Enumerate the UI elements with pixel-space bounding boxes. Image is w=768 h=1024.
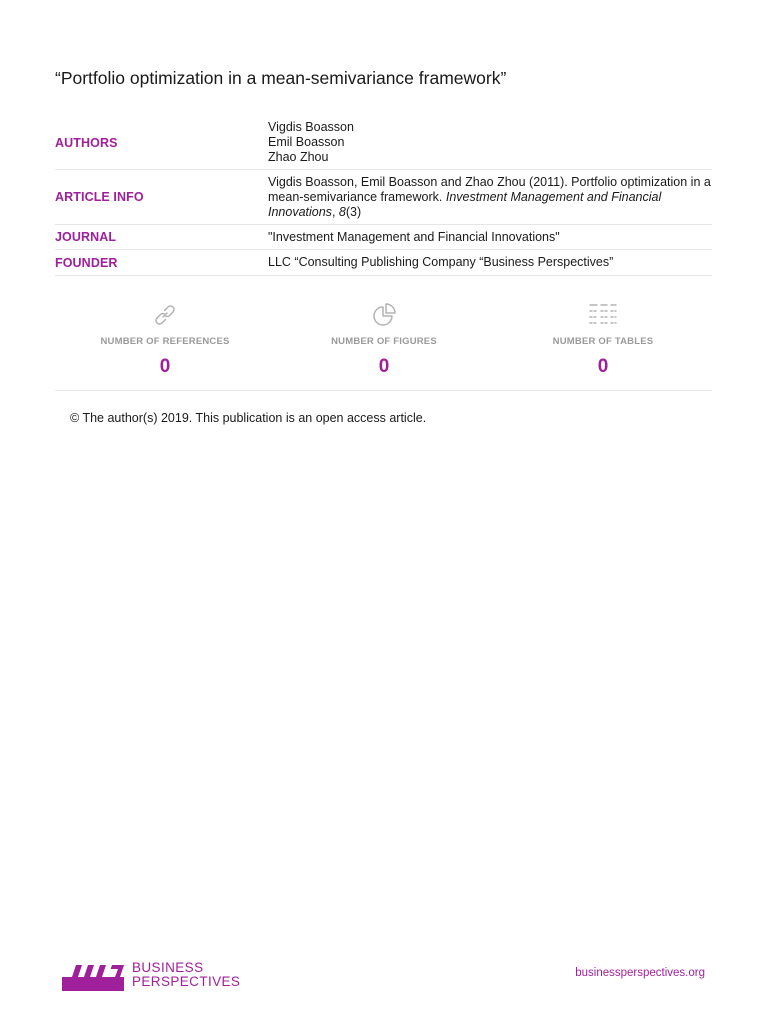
figures-stat [284, 298, 484, 378]
publisher-url-link[interactable]: businessperspectives.org [575, 967, 705, 979]
pie-chart-icon [284, 298, 484, 332]
link-icon [65, 298, 265, 332]
journal-row [55, 225, 712, 250]
figures-count: 0 [378, 356, 390, 377]
citation-separator: , [331, 204, 339, 219]
publisher-logo[interactable] [62, 957, 240, 993]
table-icon [503, 298, 703, 332]
business-perspectives-logo-mark [62, 957, 126, 993]
article-info-label: ARTICLE INFO [55, 190, 144, 204]
author-name: Zhao Zhou [268, 150, 329, 164]
author-name: Emil Boasson [268, 135, 345, 149]
article-stats [55, 298, 712, 391]
copyright-notice: © The author(s) 2019. This publication is an open access article. [70, 411, 427, 425]
founder-row [55, 250, 712, 276]
article-info-citation [268, 175, 712, 220]
article-meta-table [55, 116, 712, 276]
brand-line-1: BUSINESS [132, 960, 204, 975]
article-title: “Portfolio optimization in a mean-semivariance framework” [55, 68, 507, 88]
citation-text: Vigdis Boasson, Emil Boasson and Zhao Zhou (2011). Portfolio optimization in a mean-semivariance framework. [268, 174, 711, 204]
citation-issue: (3) [345, 204, 362, 219]
founder-value: LLC “Consulting Publishing Company “Business Perspectives” [268, 255, 614, 269]
authors-list [268, 120, 354, 165]
authors-row [55, 116, 712, 170]
brand-line-2: PERSPECTIVES [132, 974, 241, 989]
citation-volume: 8 [338, 204, 346, 219]
journal-value: "Investment Management and Financial Innovations" [268, 229, 560, 244]
tables-stat [503, 298, 703, 378]
references-label: NUMBER OF REFERENCES [100, 336, 230, 347]
references-count: 0 [159, 356, 171, 377]
tables-count: 0 [597, 356, 609, 377]
citation-journal: Investment Management and Financial Innovations [268, 189, 662, 219]
founder-label: FOUNDER [55, 255, 118, 270]
publisher-brand [132, 961, 240, 989]
article-info-row [55, 170, 712, 225]
tables-label: NUMBER OF TABLES [552, 336, 654, 347]
journal-label: JOURNAL [55, 230, 117, 244]
author-name: Vigdis Boasson [268, 120, 354, 134]
references-stat [65, 298, 265, 378]
figures-label: NUMBER OF FIGURES [331, 336, 437, 347]
authors-label: AUTHORS [55, 135, 118, 150]
